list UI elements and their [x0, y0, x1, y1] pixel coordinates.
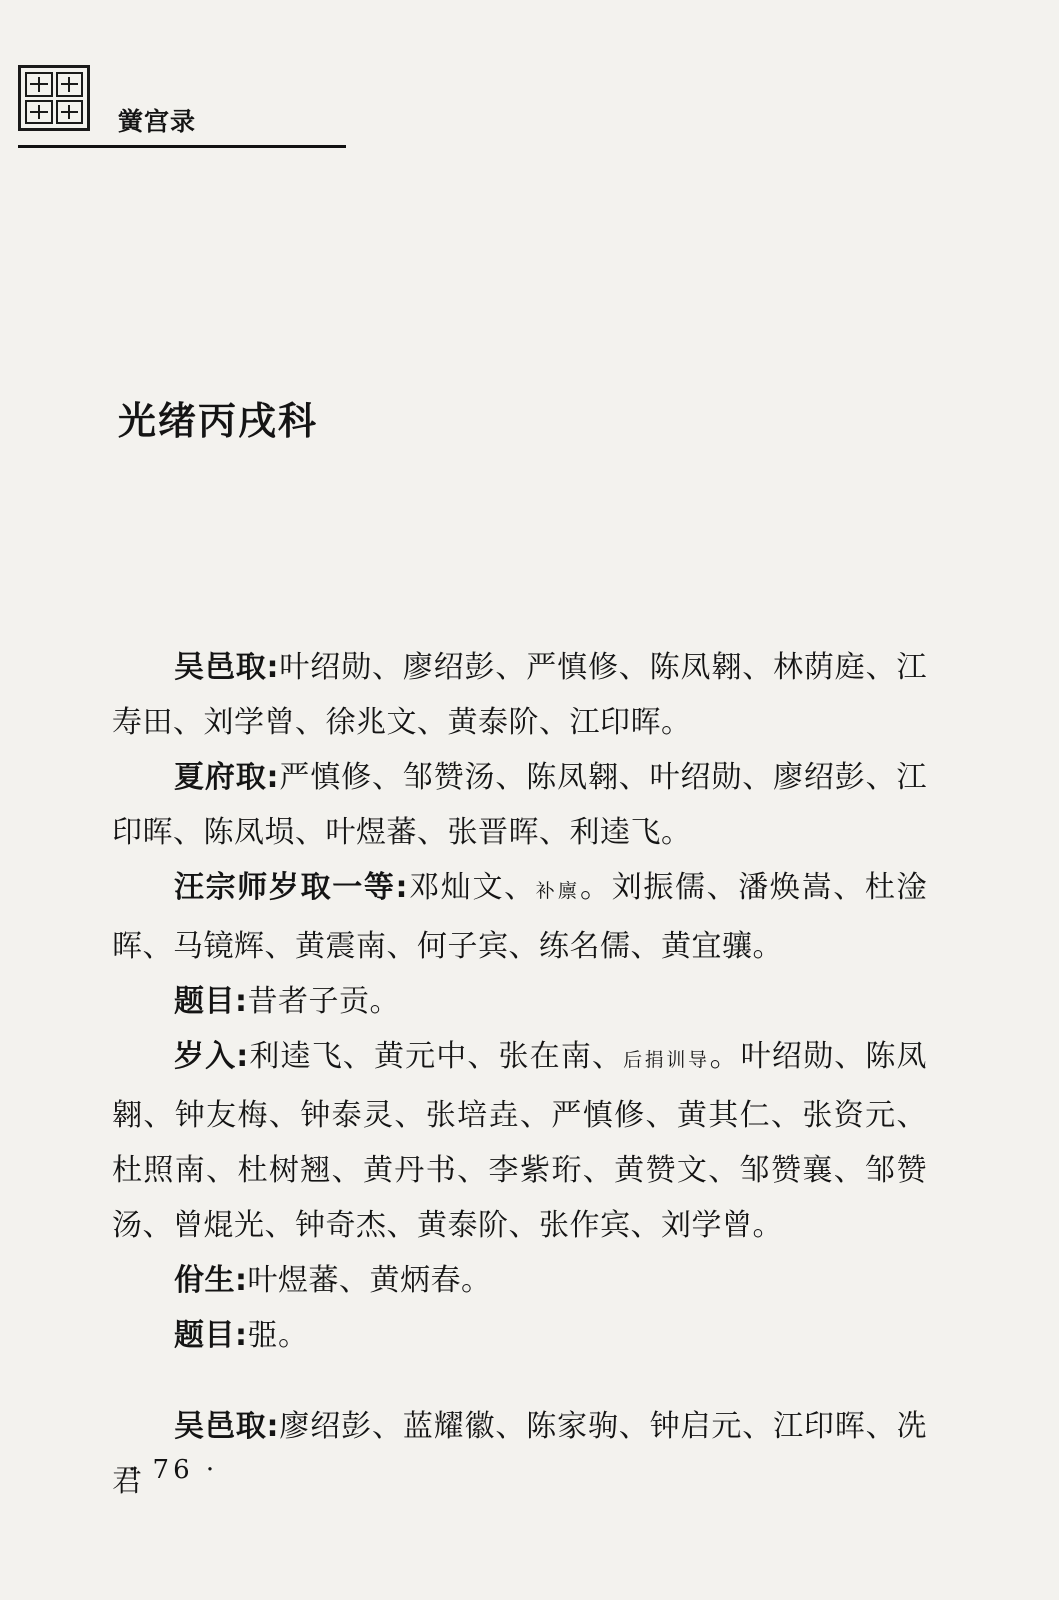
entry-text: 利逵飞、黄元中、张在南、 [248, 1039, 624, 1074]
entry-label: 吴邑取: [174, 1409, 280, 1444]
paragraph [112, 750, 927, 860]
paragraph [112, 1399, 927, 1509]
paragraph [112, 860, 927, 974]
entry-label: 题目: [174, 984, 248, 1019]
paragraph [112, 974, 927, 1029]
body-text [112, 640, 927, 1509]
chapter-heading: 光绪丙戌科 [118, 398, 319, 443]
header-rule [18, 145, 346, 148]
page-number: · 76 · [128, 1455, 219, 1485]
series-seal-logo [18, 65, 90, 131]
entry-label: 佾生: [174, 1263, 248, 1298]
entry-text: 严慎修、邹赞汤、陈凤翱、叶绍勋、廖绍彭、江印晖、陈凤埙、叶煜蕃、张晋晖、利逵飞。 [112, 760, 927, 850]
paragraph [112, 1253, 927, 1308]
running-title: 黉宫录 [118, 107, 197, 136]
entry-text: 昔者子贡。 [247, 984, 400, 1019]
entry-label: 题目: [174, 1318, 248, 1353]
inline-note: 后捐训导 [623, 1049, 710, 1071]
entry-text: 叶煜蕃、黄炳春。 [247, 1263, 492, 1298]
entry-text: 邓灿文、 [408, 870, 536, 905]
entry-text: 叶绍勋、廖绍彭、严慎修、陈凤翱、林荫庭、江寿田、刘学曾、徐兆文、黄泰阶、江印晖。 [112, 650, 927, 740]
entry-label: 夏府取: [174, 760, 280, 795]
paragraph [112, 1308, 927, 1363]
entry-label: 吴邑取: [174, 650, 280, 685]
entry-label: 汪宗师岁取一等: [174, 870, 409, 905]
inline-note: 补廪 [535, 880, 581, 902]
paragraph [112, 1029, 927, 1253]
paragraph [112, 640, 927, 750]
entry-text: 。叶绍勋、陈凤翱、钟友梅、钟泰灵、张培垚、严慎修、黄其仁、张资元、杜照南、杜树翘、黄丹书、李紫珩、黄赞文、邹赞襄、邹赞汤、曾焜光、钟奇杰、黄泰阶、张作宾、刘学曾。 [112, 1039, 927, 1243]
entry-label: 岁入: [174, 1039, 249, 1074]
entry-text: 。刘振儒、潘焕嵩、杜淦晖、马镜辉、黄震南、何子宾、练名儒、黄宜骧。 [112, 870, 927, 964]
section-gap [112, 1363, 927, 1399]
entry-text: 弫。 [247, 1318, 309, 1353]
page-header [18, 60, 348, 152]
entry-text: 廖绍彭、蓝耀徽、陈家驹、钟启元、江印晖、冼君 [112, 1409, 927, 1499]
